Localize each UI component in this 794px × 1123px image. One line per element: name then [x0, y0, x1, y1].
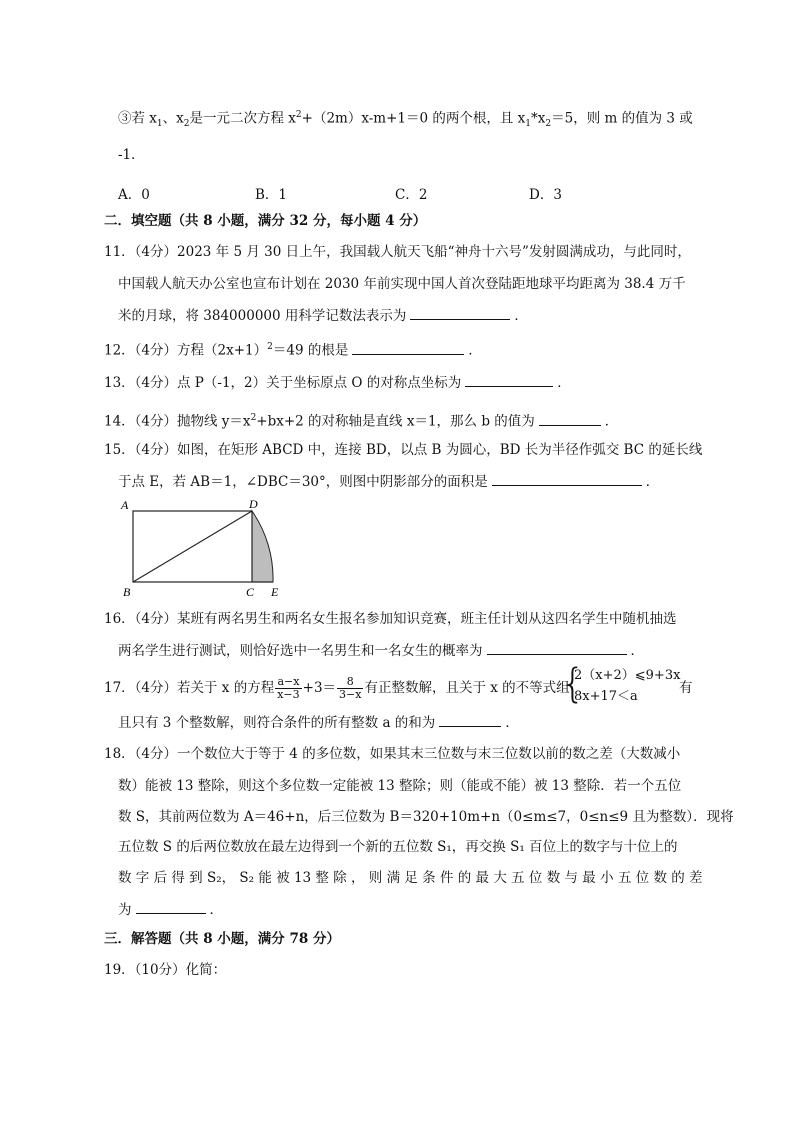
q10-item3-line1: ③若 $x_1$、$x_2$是一元二次方程 $x^2+(2m)x-m+1=0$ 的两个根，且 $x_1*x_2=5$，则 m 的值为 3 或: [118, 110, 693, 130]
section2-heading: 二．填空题（共 8 小题，满分 32 分，每小题 4 分）: [104, 213, 427, 229]
q18-line2: 数）能被 13 整除，则这个多位数一定能被 13 整除；则（能或不能）被 13 整除．若一个五位: [118, 778, 682, 794]
q14-answer-blank[interactable]: [539, 412, 601, 426]
q13-line: 13．（4分）点 P（-1，2）关于坐标原点 O 的对称点坐标为 ．: [104, 375, 571, 391]
section3-heading: 三．解答题（共 8 小题，满分 78 分）: [104, 931, 340, 947]
diagonal-bd: [133, 511, 252, 582]
q10-item3-line2: -1．: [118, 147, 145, 163]
label-a: A: [121, 498, 129, 512]
q18-line1: 18．（4分）一个数位大于等于 4 的多位数，如果其末三位数与末三位数以前的数之差（大数减小: [104, 746, 681, 762]
q17-you: 有: [679, 680, 693, 696]
q15-line2: 于点 E，若 AB＝1，∠DBC＝30°，则图中阴影部分的面积是 ．: [118, 474, 660, 490]
option-a[interactable]: A．0: [118, 187, 150, 203]
q12-answer-blank[interactable]: [352, 341, 464, 355]
q17-answer-blank[interactable]: [439, 713, 501, 727]
fraction-1: $\frac{a-x}{x-3}$: [277, 675, 300, 701]
q11-line3: 米的月球，将 384000000 用科学记数法表示为 ．: [118, 308, 528, 324]
q18-answer-blank[interactable]: [136, 900, 206, 914]
q16-answer-blank[interactable]: [487, 641, 627, 655]
q18-line4: 五位数 S 的后两位数放在最左边得到一个新的五位数 S₁，再交换 S₁ 百位上的数字与十位上的: [118, 839, 678, 855]
shaded-region: [252, 511, 273, 582]
label-d: D: [249, 497, 258, 511]
system-brace: {: [560, 661, 586, 707]
label-b: B: [123, 585, 131, 599]
label-e: E: [271, 585, 279, 599]
label-c: C: [246, 585, 255, 599]
q18-line3: 数 S，其前两位数为 A＝46+n，后三位数为 B＝320+10m+n（0≤m≤7，0≤n≤9 且为整数）．现将: [118, 809, 734, 825]
fraction-2: $\frac{8}{3-x}$: [339, 675, 362, 701]
q15-figure: [115, 493, 295, 603]
q18-line6: 为 ．: [118, 902, 223, 918]
q13-answer-blank[interactable]: [465, 373, 553, 387]
q11-line1: 11．（4分）2023 年 5 月 30 日上午，我国载人航天飞船“神舟十六号”发射圆满成功，与此同时，: [104, 244, 691, 260]
q15-line1: 15．（4分）如图，在矩形 ABCD 中，连接 BD，以点 B 为圆心，BD 长为半径作弧交 BC 的延长线: [104, 442, 703, 458]
q17-line1: 17．（4分）若关于 x 的方程 $\frac{a-x}{x-3}$ +3＝ $\frac{8}{3-x}$ 有正整数解，且关于 x 的不等式组: [104, 675, 570, 701]
q11-line2: 中国载人航天办公室也宣布计划在 2030 年前实现中国人首次登陆距地球平均距离为 38.4 万千: [118, 276, 686, 292]
q16-line2: 两名学生进行测试，则恰好选中一名男生和一名女生的概率为 ．: [118, 643, 644, 659]
option-b[interactable]: B．1: [255, 187, 288, 203]
q14-line: 14．（4分）抛物线 $y=x^2+bx+2$ 的对称轴是直线 x＝1，那么 b 的值为 ．: [104, 413, 619, 430]
q17-line2: 且只有 3 个整数解，则符合条件的所有整数 a 的和为 ．: [118, 715, 519, 731]
option-d[interactable]: D．3: [529, 187, 562, 203]
q16-line1: 16．（4分）某班有两名男生和两名女生报名参加知识竞赛，班主任计划从这四名学生中随机抽选: [104, 611, 677, 627]
option-c[interactable]: C．2: [395, 187, 428, 203]
q12-line: 12．（4分）方程$(2x+1)^2=49$ 的根是 ．: [104, 342, 482, 359]
q18-line5: 数 字 后 得 到 S₂， S₂ 能 被 13 整 除 ， 则 满 足 条 件 的 最 大 五 位 数 与 最 小 五 位 数 的 差: [118, 870, 703, 886]
inequality-2: 8x+17＜a: [574, 689, 638, 704]
q11-answer-blank[interactable]: [410, 306, 510, 320]
inequality-1: 2（x+2）⩽9+3x: [574, 668, 681, 683]
q19-line: 19．（10分）化简：: [104, 962, 227, 978]
q15-answer-blank[interactable]: [492, 472, 642, 486]
